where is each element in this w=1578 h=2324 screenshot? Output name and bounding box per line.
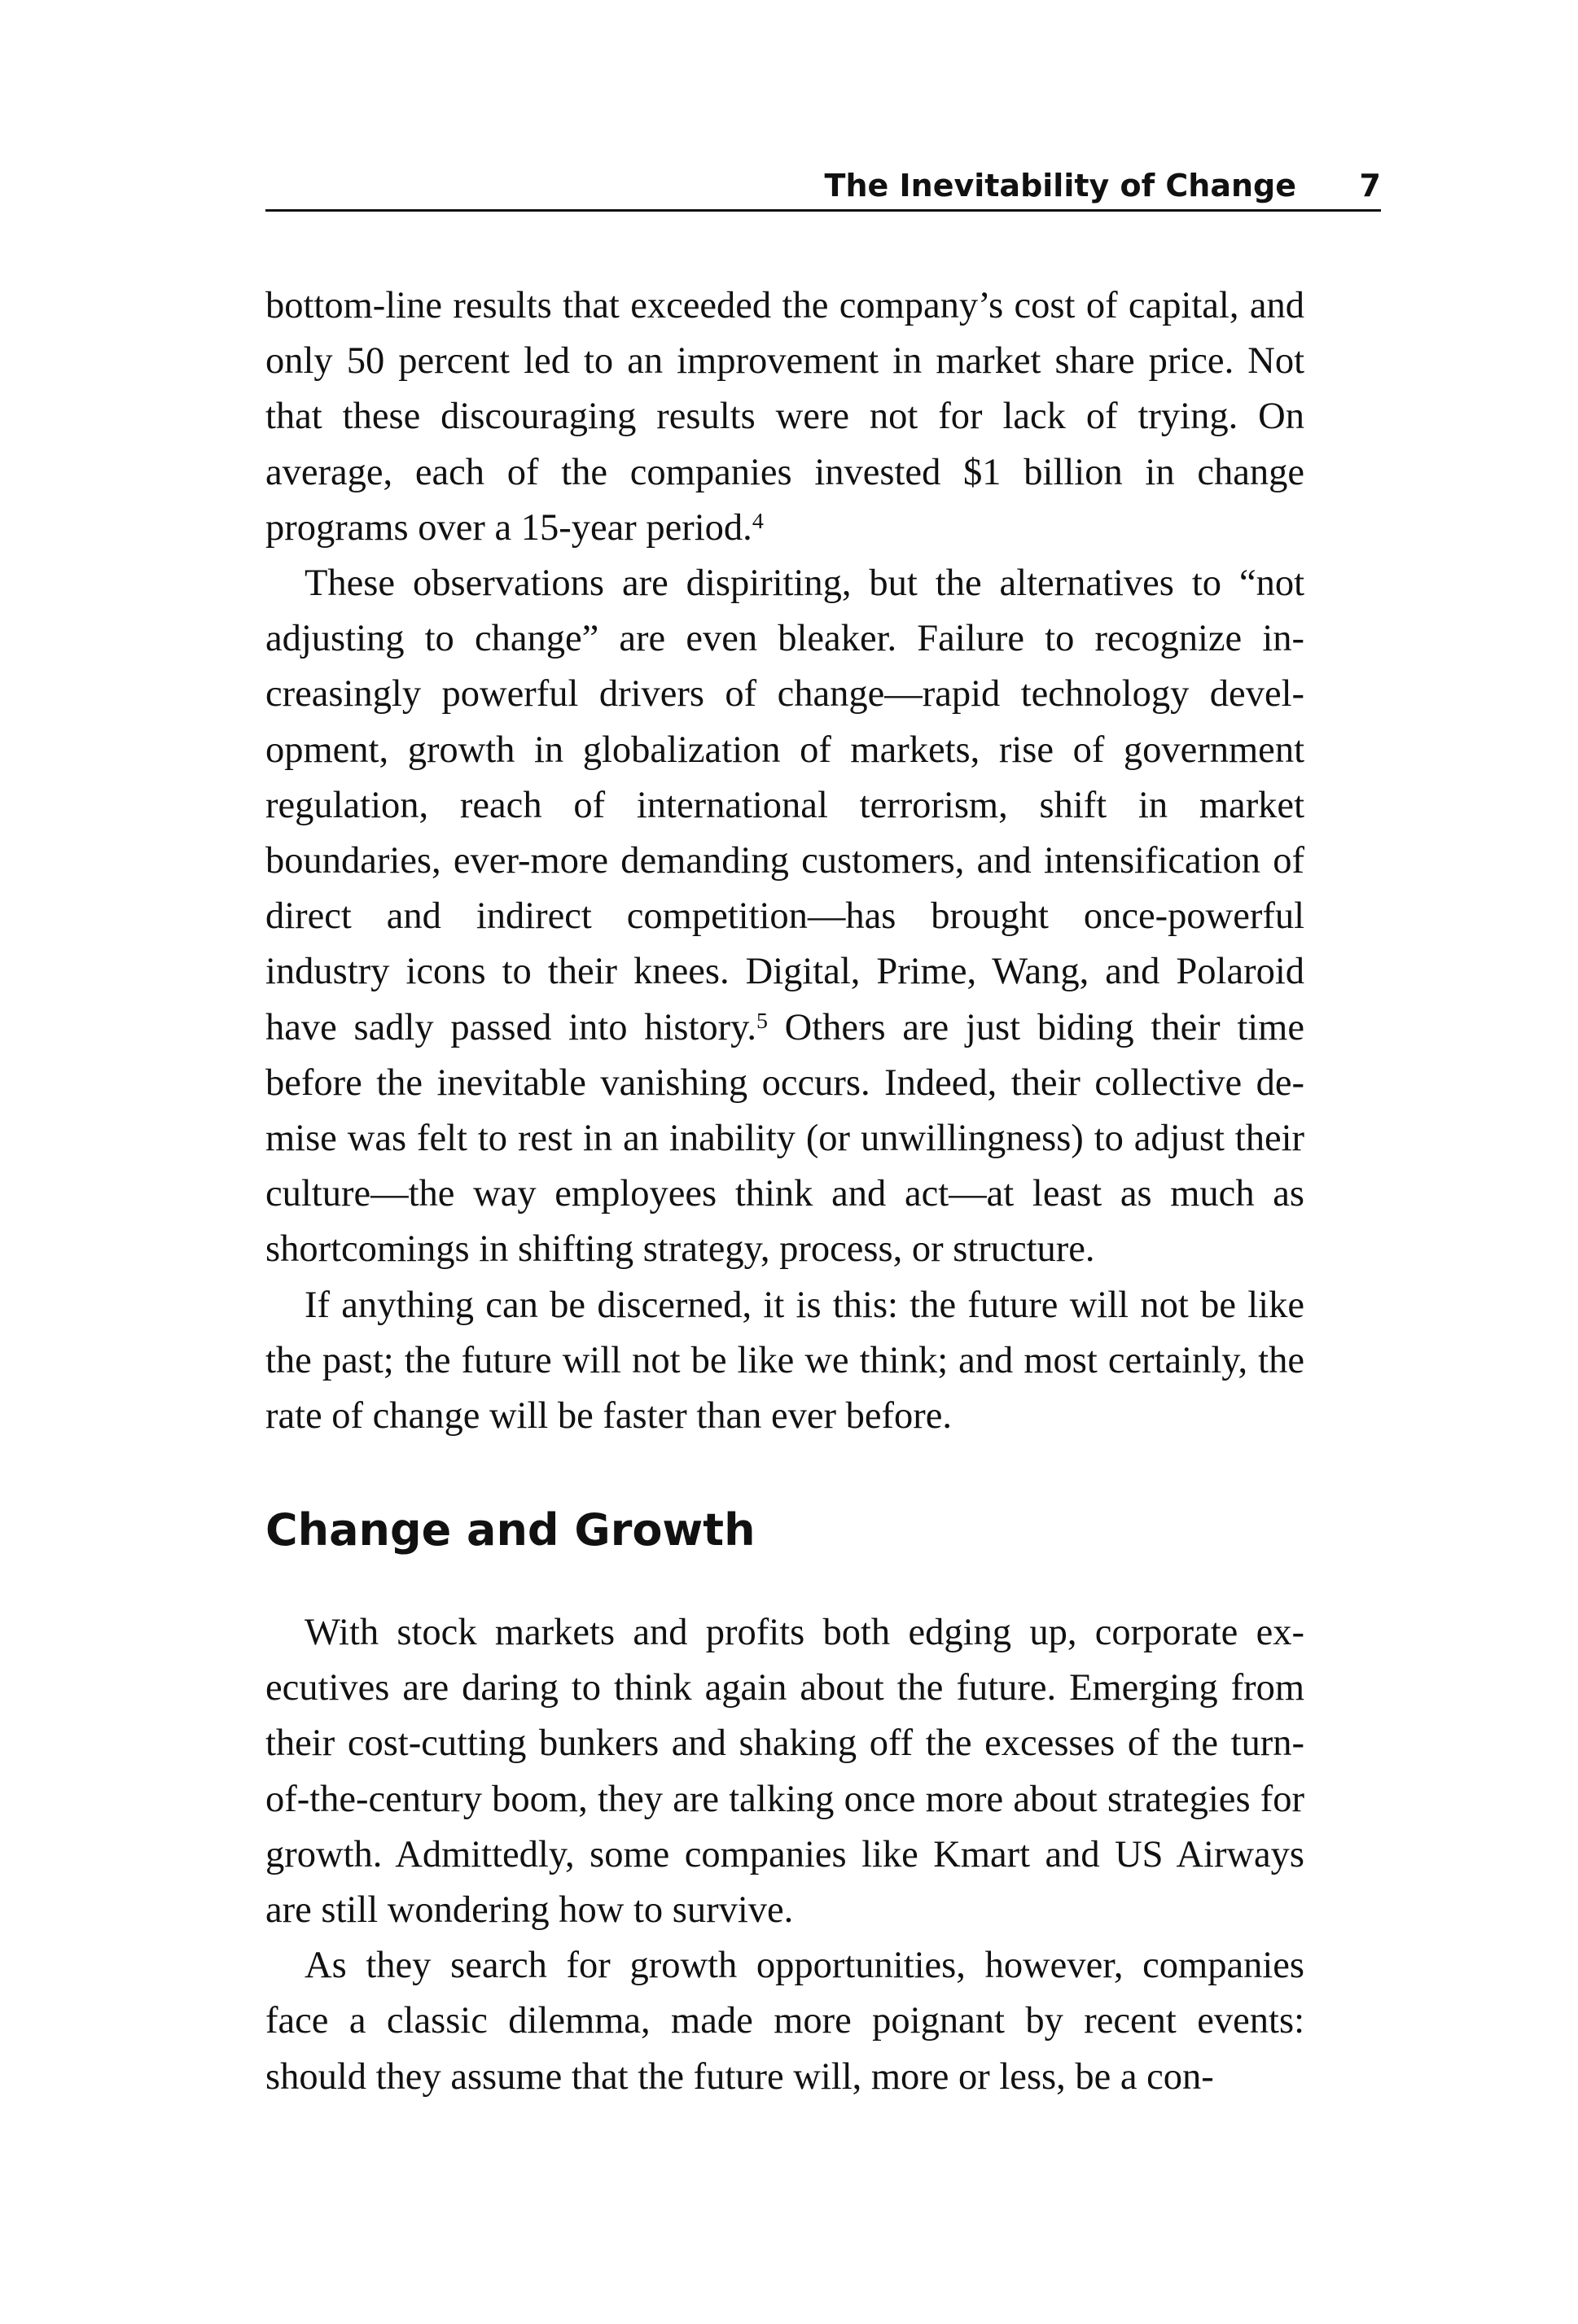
paragraph-4-text: With stock markets and profits both edging up, corporate executives are daring to think again about the future. Emerging from their cost-cutting bunkers and shaking off the excesses of the turn-of-the-century boom, they are talking once more about strategies for growth. Admittedly, some companies like Kmart and US Airways are still wondering how to survive. (265, 1612, 1304, 1932)
footnote-marker-5: 5 (756, 1008, 768, 1034)
body-text-before-section (265, 278, 1304, 1444)
page-number: 7 (1359, 168, 1381, 204)
paragraph-1-text: bottom-line results that exceeded the company’s cost of capital, and only 50 percent led to an improvement in market share price. Not that these discouraging results were not for lack of trying. On average, each of the companies invested $1 billion in change programs over a 15-year period. (265, 285, 1304, 549)
paragraph-2-text-continued: Others are just biding their time before the inevitable vanishing occurs. Indeed, their collective demise was felt to rest in an inability (or unwillingness) to adjust their culture—the way employees think and act—at least as much as shortcomings in shifting strategy, process, or structure. (265, 1006, 1304, 1271)
paragraph-2 (265, 556, 1304, 1278)
footnote-marker-4: 4 (752, 508, 764, 534)
paragraph-5 (265, 1938, 1304, 2105)
paragraph-3-text: If anything can be discerned, it is this: the future will not be like the past; the future will not be like we think; and most certainly, the rate of change will be faster than ever before. (265, 1284, 1304, 1438)
running-head (265, 160, 1381, 212)
header-rule (265, 209, 1381, 212)
running-head-title: The Inevitability of Change (824, 168, 1296, 204)
paragraph-1 (265, 278, 1304, 556)
paragraph-5-text: As they search for growth opportunities, however, companies face a classic dilemma, made more poignant by recent events: should they assume that the future will, more or less, be a con- (265, 1945, 1304, 2098)
paragraph-4 (265, 1605, 1304, 1938)
body-text-after-section (265, 1605, 1304, 2105)
paragraph-2-text: These observations are dispiriting, but the alternatives to “not adjusting to change” are even bleaker. Failure to recognize increasingly powerful drivers of change—rapid technology development, growth in globalization of markets, rise of government regulation, reach of international terrorism, shift in market boundaries, ever-more demanding customers, and intensification of direct and indirect competition—has brought once-powerful industry icons to their knees. Digital, Prime, Wang, and Polaroid have sadly passed into history. (265, 562, 1304, 1048)
section-heading: Change and Growth (265, 1504, 756, 1556)
paragraph-3 (265, 1278, 1304, 1445)
